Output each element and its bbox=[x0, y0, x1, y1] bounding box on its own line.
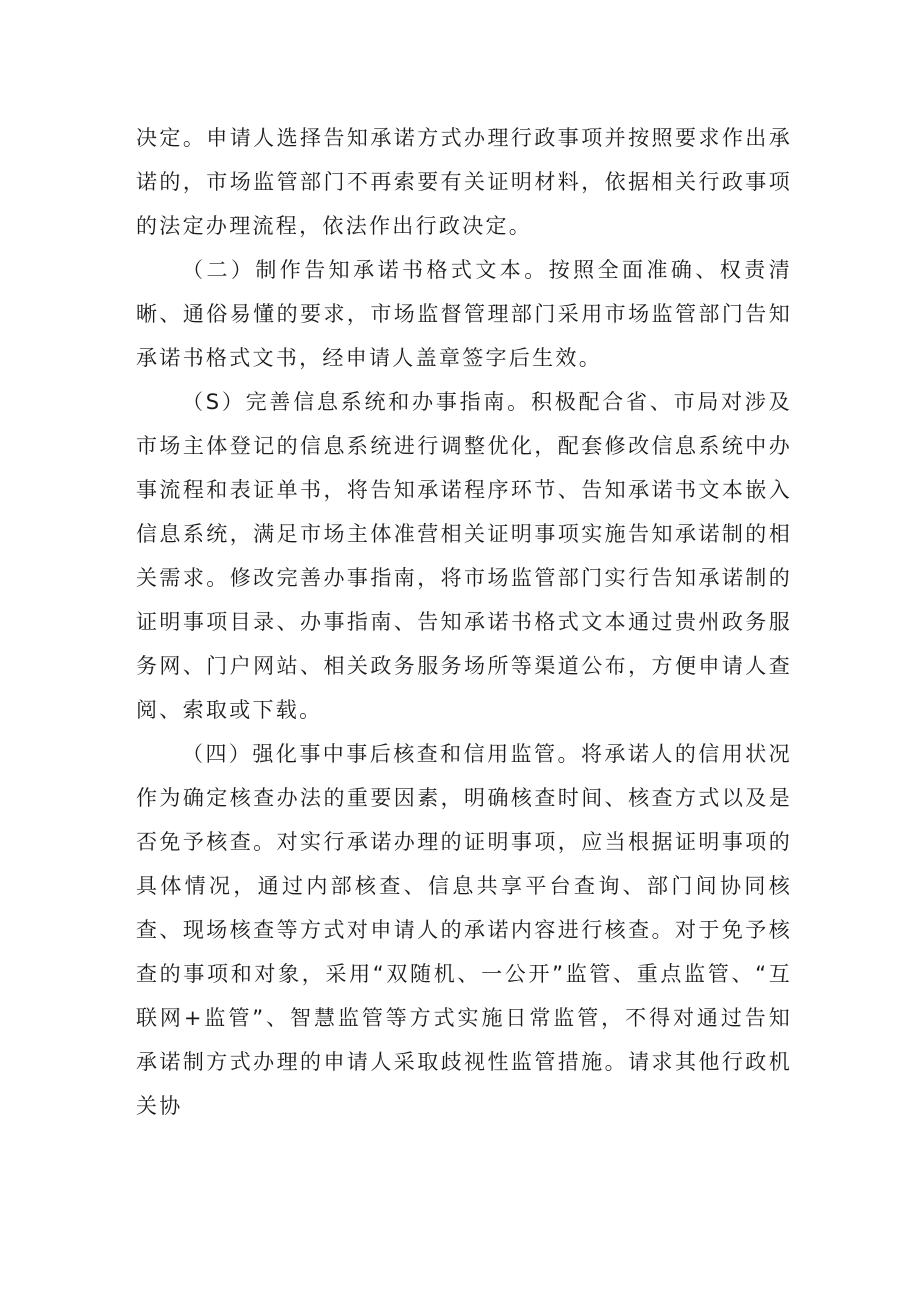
paragraph-section-3: （S）完善信息系统和办事指南。积极配合省、市局对涉及市场主体登记的信息系统进行调整优化，配套修改信息系统中办事流程和表证单书，将告知承诺程序环节、告知承诺书文本嵌入信息系统，满足市场主体准营相关证明事项实施告知承诺制的相关需求。修改完善办事指南，将市场监管部门实行告知承诺制的证明事项目录、办事指南、告知承诺书格式文本通过贵州政务服务网、门户网站、相关政务服务场所等渠道公布，方便申请人查阅、索取或下载。 bbox=[136, 390, 792, 722]
paragraph-section-2: （二）制作告知承诺书格式文本。按照全面准确、权责清晰、通俗易懂的要求，市场监督管理部门采用市场监管部门告知承诺书格式文书，经申请人盖章签字后生效。 bbox=[136, 258, 792, 370]
document-body bbox=[136, 116, 792, 1128]
paragraph-continuation: 决定。申请人选择告知承诺方式办理行政事项并按照要求作出承诺的，市场监管部门不再索要有关证明材料，依据相关行政事项的法定办理流程，依法作出行政决定。 bbox=[136, 126, 792, 238]
paragraph-section-4: （四）强化事中事后核查和信用监管。将承诺人的信用状况作为确定核查办法的重要因素，明确核查时间、核查方式以及是否免予核查。对实行承诺办理的证明事项，应当根据证明事项的具体情况，通过内部核查、信息共享平台查询、部门间协同核查、现场核查等方式对申请人的承诺内容进行核查。对于免予核查的事项和对象，采用“双随机、一公开”监管、重点监管、“互联网+监管”、智慧监管等方式实施日常监管，不得对通过告知承诺制方式办理的申请人采取歧视性监管措施。请求其他行政机关协 bbox=[136, 742, 792, 1118]
